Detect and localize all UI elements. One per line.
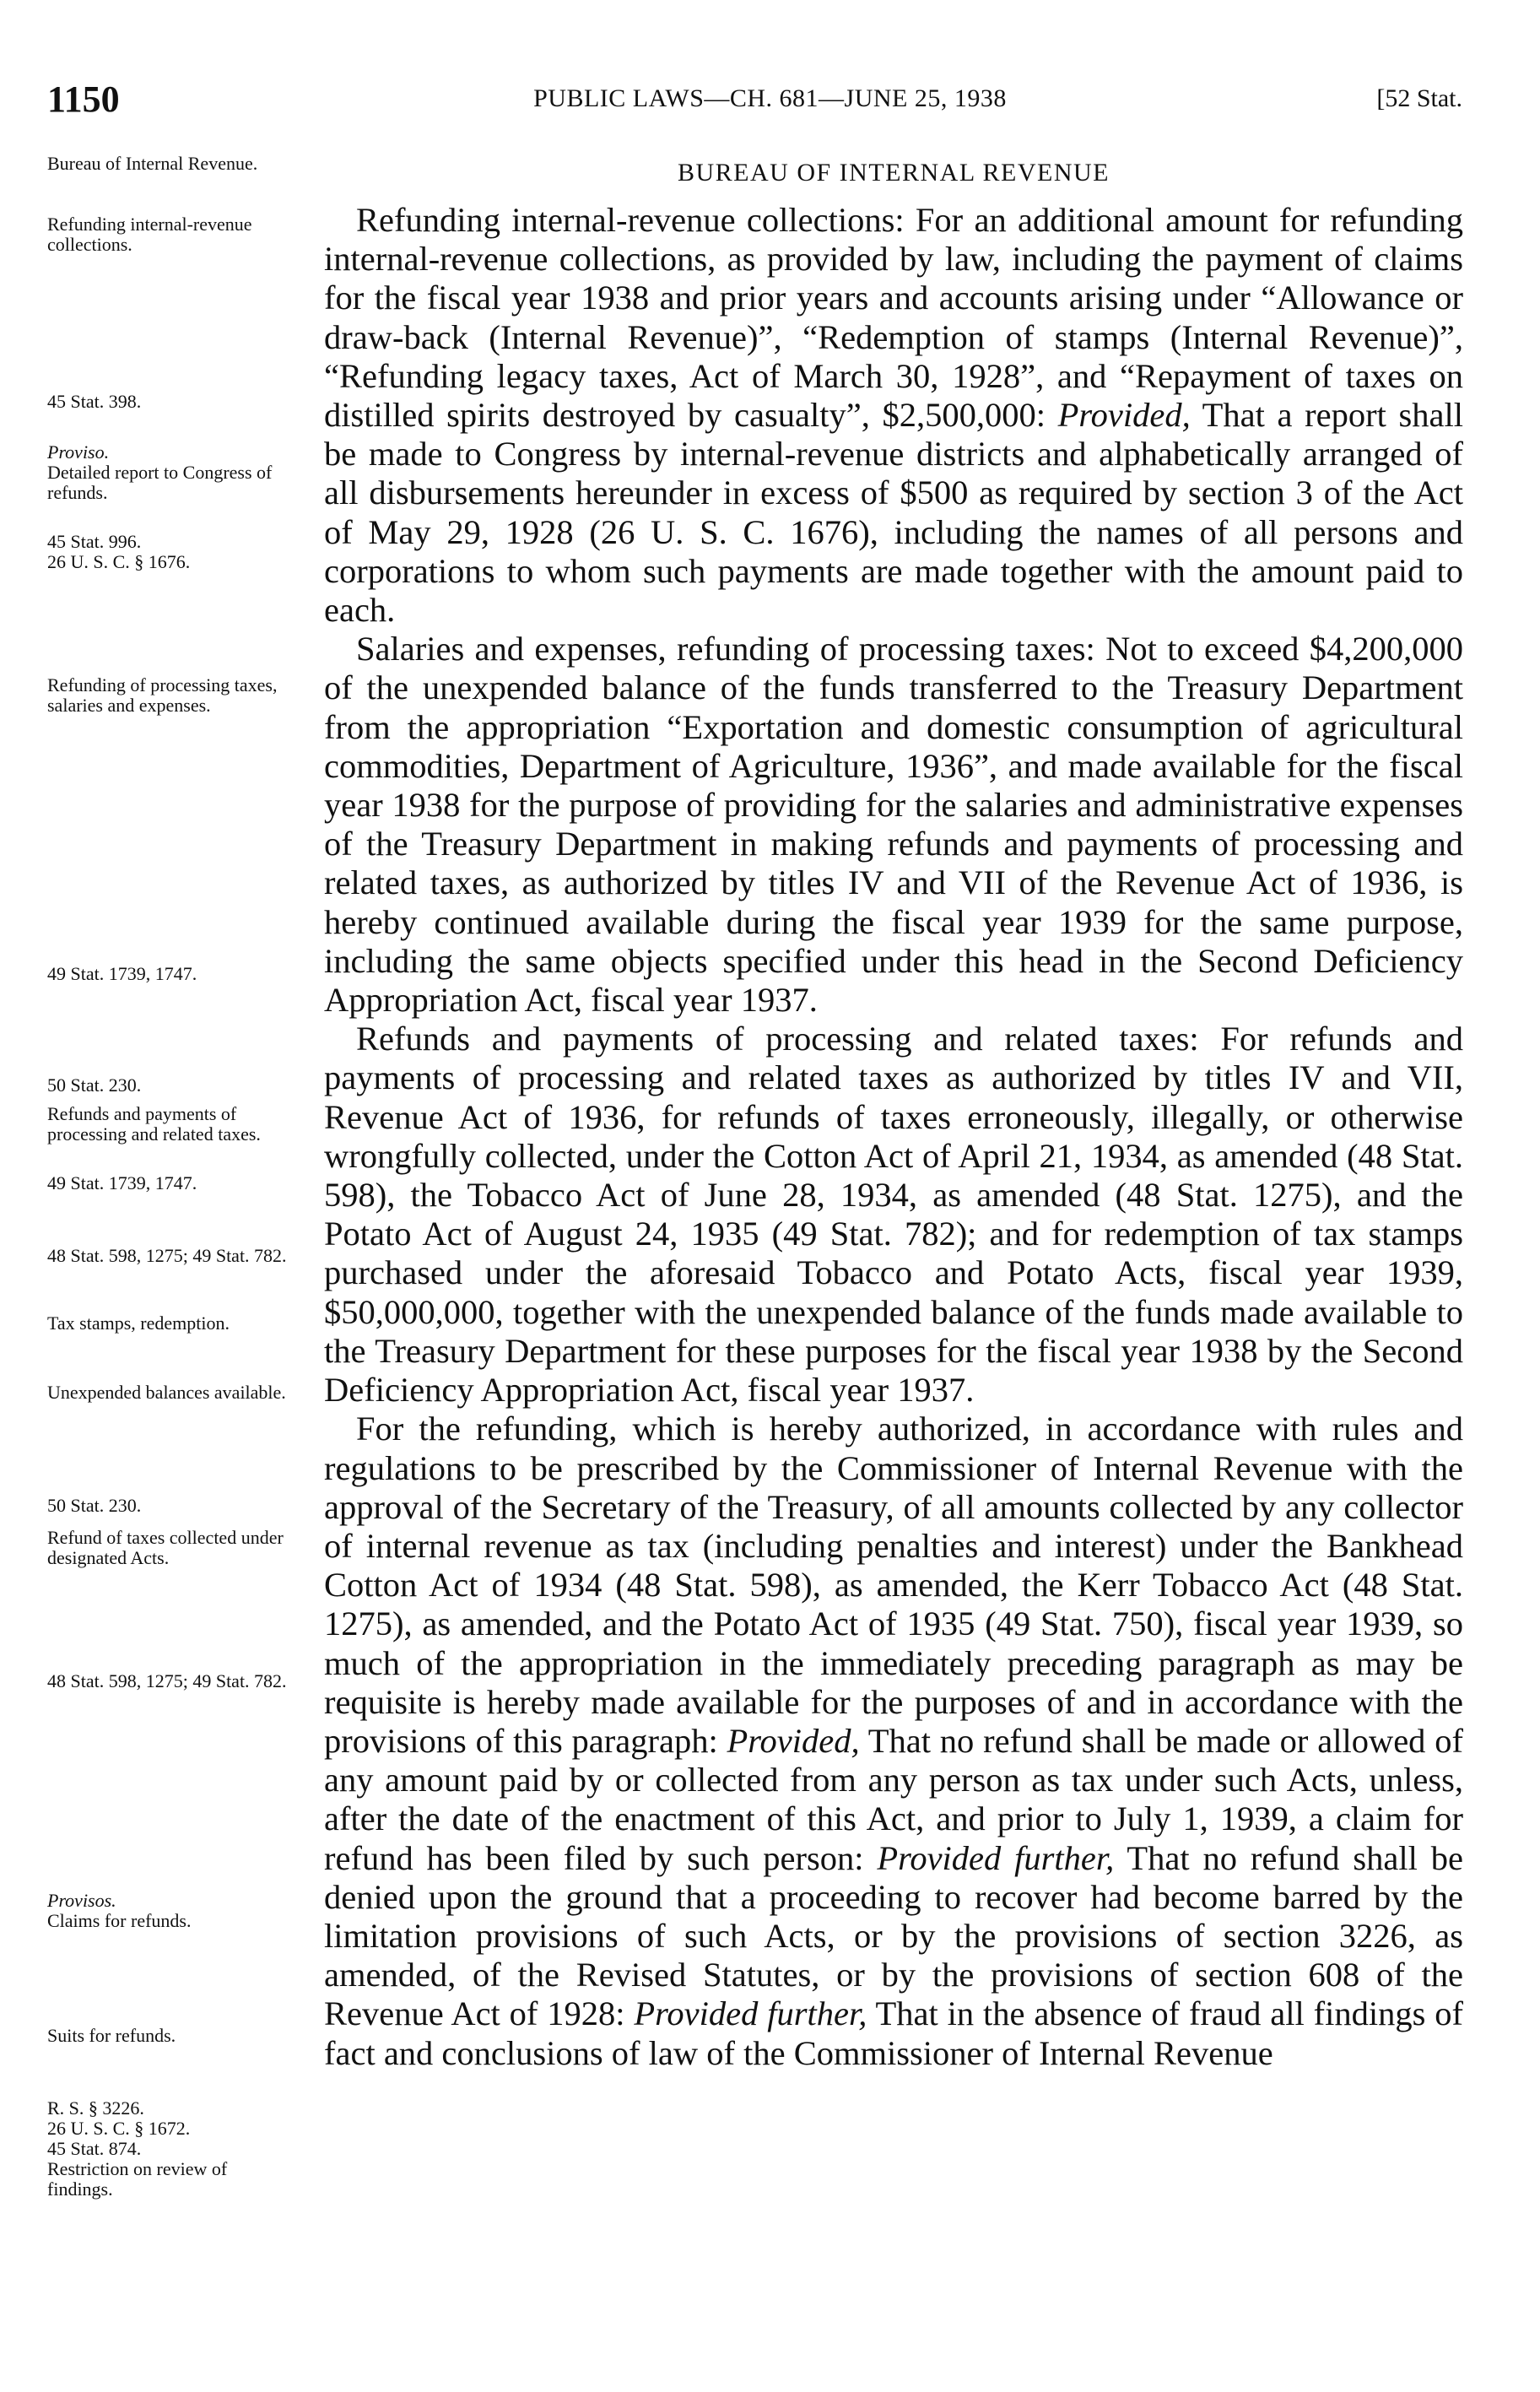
margin-note-refunding-collections: Refunding internal-revenue collections. bbox=[47, 214, 252, 255]
main-text bbox=[324, 159, 1463, 2073]
margin-note-detailed-report: Detailed report to Congress of refunds. bbox=[47, 462, 273, 503]
margin-note-stat-230a: 50 Stat. 230. bbox=[47, 1074, 142, 1096]
margin-note-stat-598: 48 Stat. 598, 1275; 49 Stat. 782. bbox=[47, 1245, 287, 1266]
section-heading: BUREAU OF INTERNAL REVENUE bbox=[677, 159, 1110, 187]
paragraph-salaries-expenses: Salaries and expenses, refunding of processing taxes: Not to exceed $4,200,000 of the unexpended balance of the funds transferred to the Treasury Department from the appropriation “Exportation and domestic consumption of agricultural commodities, Department of Agriculture, 1936”, and made available for the fiscal year 1938 for the purpose of providing for the salaries and administrative expenses of the Treasury Department in making refunds and payments of processing and related taxes, as authorized by titles IV and VII of the Revenue Act of 1936, is hereby continued available during the fiscal year 1939 for the same purpose, including the same objects specified under this head in the Second Deficiency Appropriation Act, fiscal year 1937. bbox=[324, 630, 1463, 1020]
margin-note-provisos: Provisos. bbox=[47, 1890, 116, 1911]
margin-note-stat-1739a: 49 Stat. 1739, 1747. bbox=[47, 963, 197, 984]
running-head: PUBLIC LAWS—CH. 681—JUNE 25, 1938 bbox=[533, 84, 1007, 112]
margin-note-stat-1739b: 49 Stat. 1739, 1747. bbox=[47, 1172, 197, 1193]
margin-note-refunds-payments: Refunds and payments of processing and related taxes. bbox=[47, 1103, 261, 1145]
margin-note-bureau: Bureau of Internal Revenue. bbox=[47, 153, 258, 174]
margin-note-tax-stamps: Tax stamps, redemption. bbox=[47, 1312, 230, 1334]
margin-note-proviso: Proviso. bbox=[47, 441, 110, 463]
page-number: 1150 bbox=[47, 78, 120, 120]
paragraph-refunding-authorized: For the refunding, which is hereby authorized, in accordance with rules and regulations to be prescribed by the Commissioner of Internal Revenue with the approval of the Secretary of the Treasury, of all amounts collected by any collector of internal revenue as tax (including penalties and interest) under the Bankhead Cotton Act of 1934 (48 Stat. 598), as amended, the Kerr Tobacco Act (48 Stat. 1275), as amended, and the Potato Act of 1935 (49 Stat. 750), fiscal year 1939, so much of the appropriation in the immediately preceding paragraph as may be requisite is hereby made available for the purposes of and in accordance with the provisions of this paragraph: Provided, That no refund shall be made or allowed of any amount paid by or collected from any person as tax under such Acts, unless, after the date of the enactment of this Act, and prior to July 1, 1939, a claim for refund has been filed by such person: Provided further, That no refund shall be denied upon the ground that a proceeding to recover had become barred by the limitation provisions of such Acts, or by the provisions of section 3226, as amended, of the Revised Statutes, or by the provisions of section 608 of the Revenue Act of 1928: Provided further, That in the absence of fraud all findings of fact and conclusions of law of the Commissioner of Internal Revenue bbox=[324, 1410, 1464, 2072]
margin-note-stat-230b: 50 Stat. 230. bbox=[47, 1495, 142, 1516]
margin-note-usc-1672: 26 U. S. C. § 1672. bbox=[47, 2118, 191, 2139]
margin-note-unexpended: Unexpended balances available. bbox=[47, 1382, 286, 1403]
paragraph-refunding-collections: Refunding internal-revenue collections: For an additional amount for refunding internal-revenue collections, as provided by law, including the payment of claims for the fiscal year 1938 and prior years and accounts arising under “Allowance or draw-back (Internal Revenue)”, “Redemption of stamps (Internal Revenue)”, “Refunding legacy taxes, Act of March 30, 1928”, and “Repayment of taxes on distilled spirits destroyed by casualty”, $2,500,000: Provided, That a report shall be made to Congress by internal-revenue districts and alphabetically arranged of all disbursements hereunder in excess of $500 as required by section 3 of the Act of May 29, 1928 (26 U. S. C. 1676), including the names of all persons and corporations to whom such payments are made together with the amount paid to each. bbox=[324, 201, 1464, 630]
margin-note-stat-398: 45 Stat. 398. bbox=[47, 391, 142, 412]
margin-note-refunding-processing: Refunding of processing taxes, salaries and expenses. bbox=[47, 674, 278, 716]
page-header bbox=[0, 78, 1540, 128]
margin-note-restriction: Restriction on review of findings. bbox=[47, 2158, 228, 2200]
paragraph-refunds-payments: Refunds and payments of processing and related taxes: For refunds and payments of processing and related taxes as authorized by titles IV and VII, Revenue Act of 1936, for refunds of taxes erroneously, illegally, or otherwise wrongfully collected, under the Cotton Act of April 21, 1934, as amended (48 Stat. 598), the Tobacco Act of June 28, 1934, as amended (48 Stat. 1275), and the Potato Act of August 24, 1935 (49 Stat. 782); and for redemption of tax stamps purchased under the aforesaid Tobacco and Potato Acts, fiscal year 1939, $50,000,000, together with the unexpended balance of the funds made available to the Treasury Department for these purposes for the fiscal year 1938 by the Second Deficiency Appropriation Act, fiscal year 1937. bbox=[324, 1020, 1463, 1410]
margin-note-rs-3226: R. S. § 3226. bbox=[47, 2097, 144, 2119]
margin-note-claims: Claims for refunds. bbox=[47, 1910, 192, 1931]
margin-note-usc-1676: 26 U. S. C. § 1676. bbox=[47, 551, 191, 572]
margin-note-refund-designated: Refund of taxes collected under designated Acts. bbox=[47, 1527, 284, 1568]
volume-reference: [52 Stat. bbox=[1376, 84, 1462, 112]
margin-note-suits: Suits for refunds. bbox=[47, 2025, 176, 2046]
margin-note-stat-598b: 48 Stat. 598, 1275; 49 Stat. 782. bbox=[47, 1670, 287, 1691]
margin-note-stat-874: 45 Stat. 874. bbox=[47, 2138, 142, 2159]
margin-note-stat-996: 45 Stat. 996. bbox=[47, 531, 142, 552]
